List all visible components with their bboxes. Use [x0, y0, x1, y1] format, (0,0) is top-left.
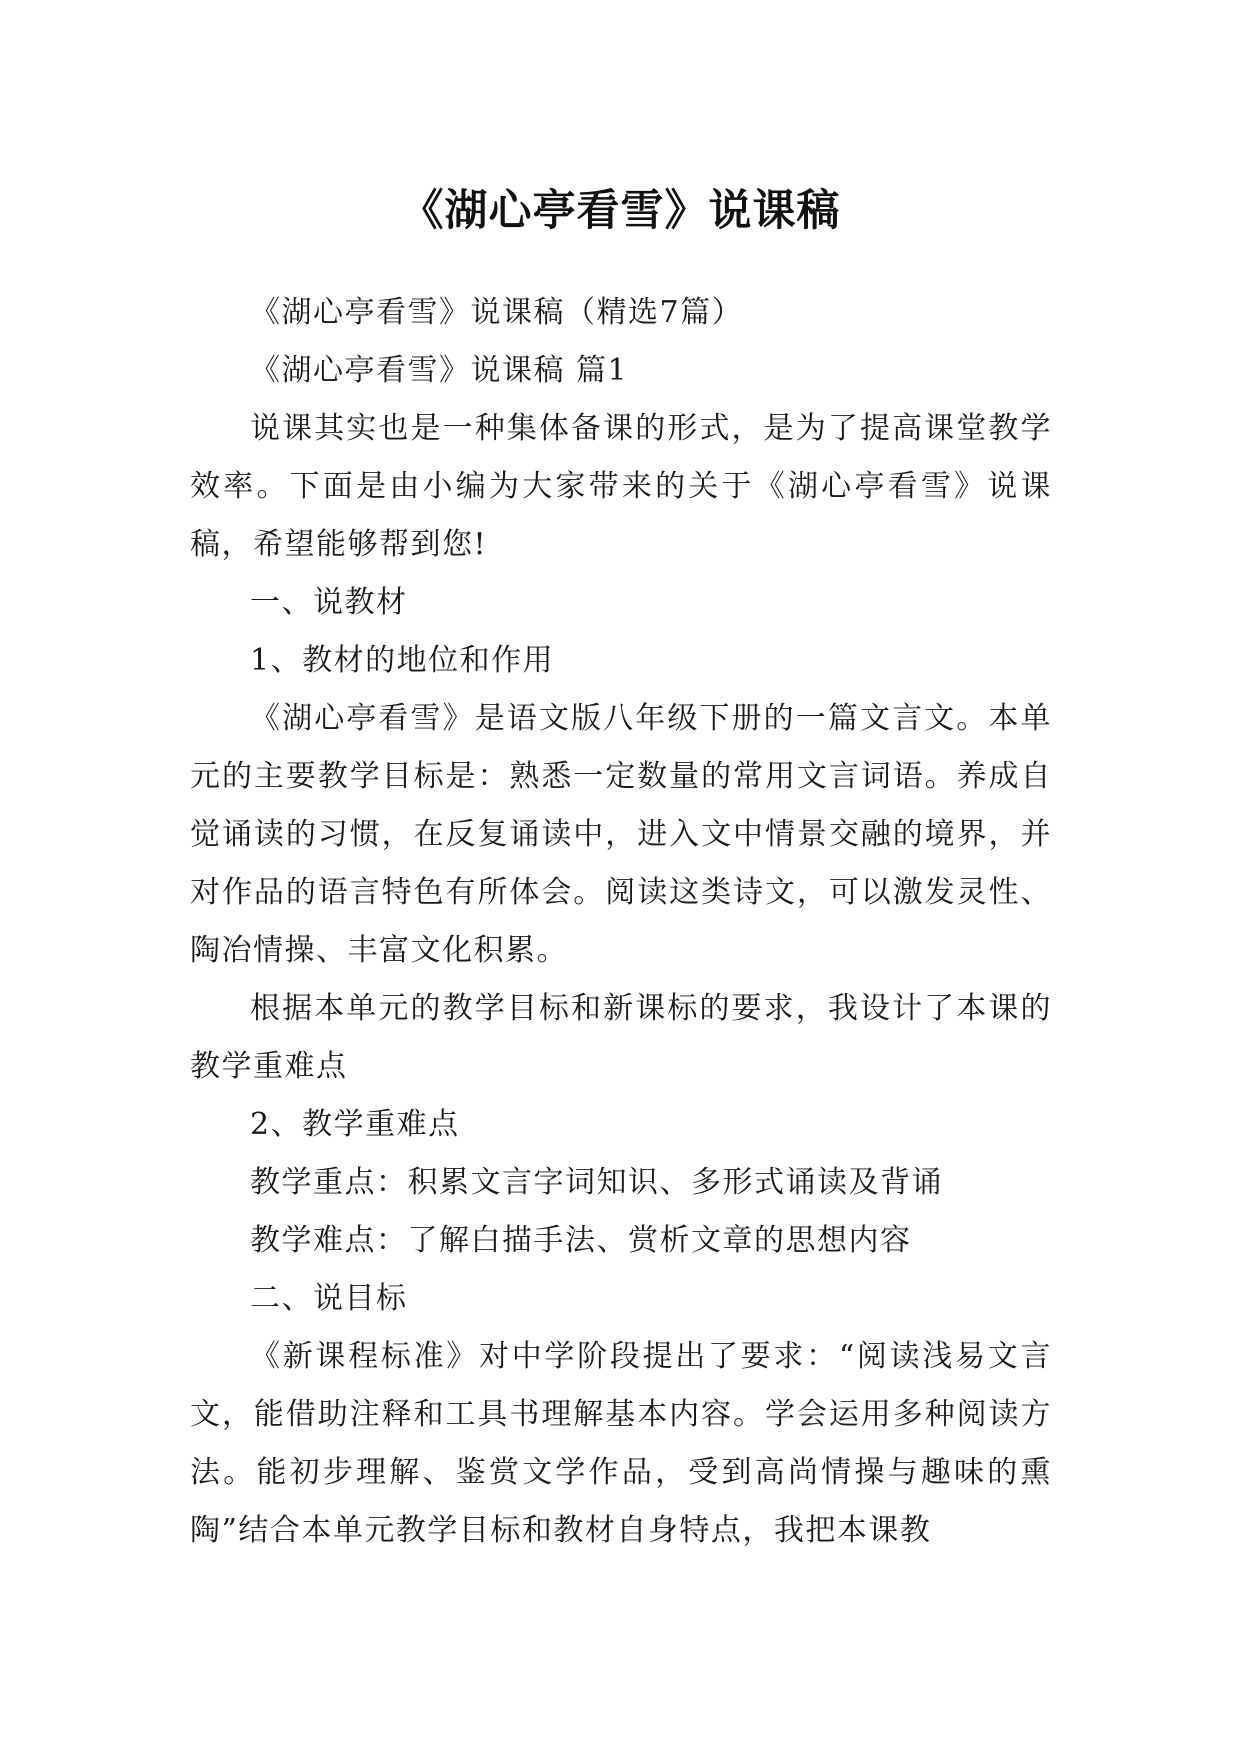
key-point-paragraph: 教学重点：积累文言字词知识、多形式诵读及背诵 — [250, 1165, 943, 1200]
subtitle-paragraph: 《湖心亭看雪》说课稿（精选7篇） — [250, 295, 744, 330]
subheading-status-role: 1、教材的地位和作用 — [250, 643, 555, 678]
textbook-paragraph: 《湖心亭看雪》是语文版八年级下册的一篇文言文。本单元的主要教学目标是：熟悉一定数量的常用文言词语。养成自觉诵读的习惯，在反复诵读中，进入文中情景交融的境界，并对作品的语言特色有所体会。阅读这类诗文，可以激发灵性、陶冶情操、丰富文化积累。 — [190, 701, 1052, 968]
heading-objectives: 二、说目标 — [250, 1281, 408, 1316]
standards-paragraph: 《新课程标准》对中学阶段提出了要求：“阅读浅易文言文，能借助注释和工具书理解基本内容。学会运用多种阅读方法。能初步理解、鉴赏文学作品，受到高尚情操与趣味的熏陶”结合本单元教学目标和教材自身特点，我把本课教 — [190, 1339, 1052, 1548]
heading-textbook: 一、说教材 — [250, 585, 408, 620]
section-heading-article-1: 《湖心亭看雪》说课稿 篇1 — [250, 353, 629, 388]
document-body — [190, 284, 1052, 1560]
difficult-point-paragraph: 教学难点：了解白描手法、赏析文章的思想内容 — [250, 1223, 912, 1258]
design-paragraph: 根据本单元的教学目标和新课标的要求，我设计了本课的教学重难点 — [190, 991, 1052, 1084]
document-title: 《湖心亭看雪》说课稿 — [400, 185, 841, 236]
intro-paragraph: 说课其实也是一种集体备课的形式，是为了提高课堂教学效率。下面是由小编为大家带来的关于《湖心亭看雪》说课稿，希望能够帮到您! — [190, 411, 1052, 562]
subheading-key-points: 2、教学重难点 — [250, 1107, 460, 1142]
